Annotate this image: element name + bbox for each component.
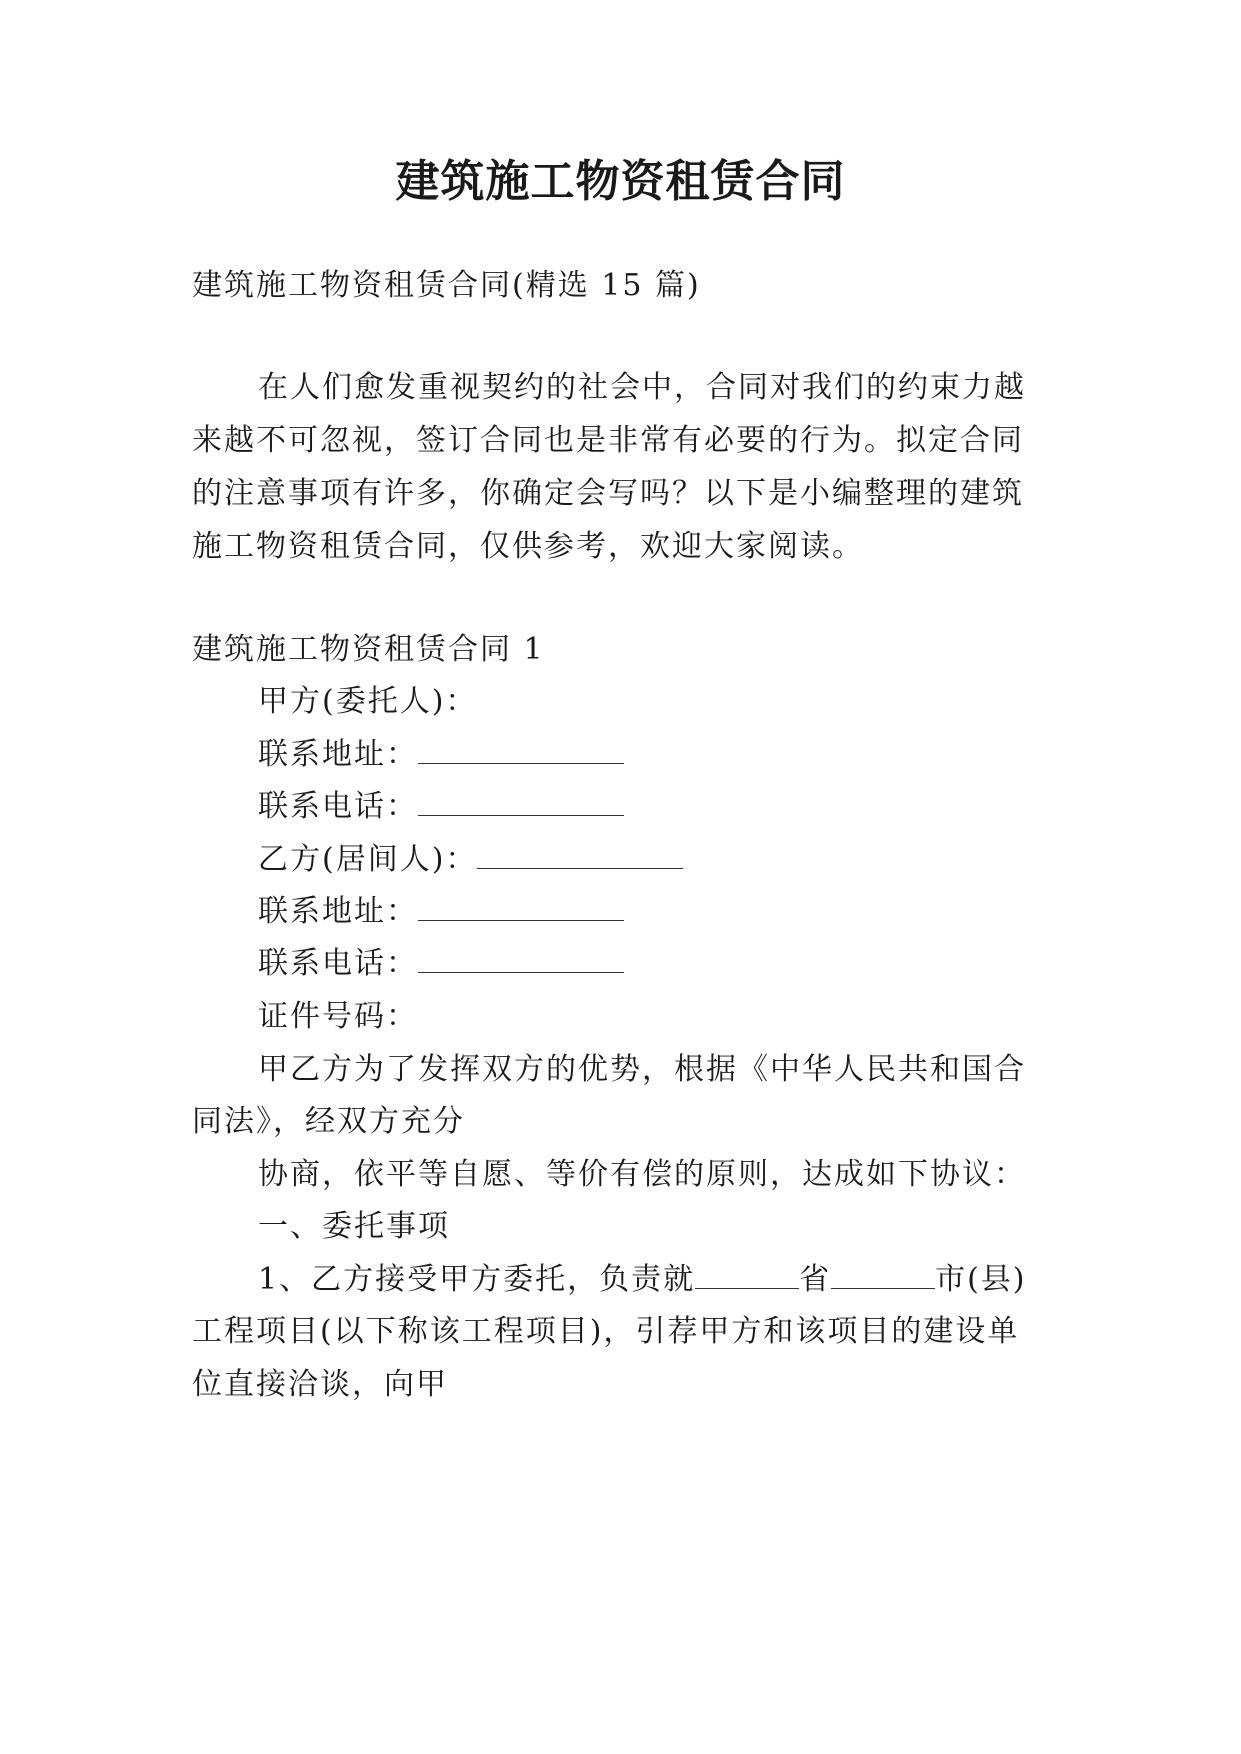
clause-1-prefix: 1、乙方接受甲方委托，负责就 [258,1262,696,1297]
body-line-3: 协商，依平等自愿、等价有偿的原则，达成如下协议： [258,1157,1026,1192]
intro-line-1: 在人们愈发重视契约的社会中，合同对我们的约束力越 [258,370,1026,405]
party-b-address-label: 联系地址： [258,894,418,929]
intro-line-3: 的注意事项有许多，你确定会写吗？以下是小编整理的建筑 [192,476,1024,511]
document-title: 建筑施工物资租赁合同 [395,156,846,207]
party-a-phone-row [258,787,624,827]
party-a-phone-blank [418,787,624,816]
id-number-label: 证件号码： [258,999,418,1034]
party-a-address-label: 联系地址： [258,737,418,772]
party-a-phone-label: 联系电话： [258,789,418,824]
clause-1-city: 市(县) [935,1262,1027,1297]
party-b-blank [477,840,683,869]
clause-1-line-2: 工程项目(以下称该工程项目)，引荐甲方和该项目的建设单 [192,1314,1020,1349]
section-one-heading: 一、委托事项 [258,1209,450,1244]
intro-line-4: 施工物资租赁合同，仅供参考，欢迎大家阅读。 [192,529,864,564]
party-b-label: 乙方(居间人)： [258,842,478,877]
province-blank [695,1260,799,1289]
party-b-phone-blank [418,944,624,973]
party-a-label: 甲方(委托人)： [258,684,478,719]
party-a-address-blank [418,735,624,764]
party-b-row [258,840,683,880]
city-blank [831,1260,935,1289]
clause-1-province: 省 [799,1262,832,1297]
party-a-address-row [258,735,624,775]
party-b-address-blank [418,892,624,921]
body-line-1: 甲乙方为了发挥双方的优势，根据《中华人民共和国合 [258,1052,1026,1087]
party-b-phone-row [258,944,624,984]
clause-1-line-3: 位直接洽谈，向甲 [192,1367,448,1402]
clause-1-line-1 [258,1260,1027,1300]
party-b-phone-label: 联系电话： [258,946,418,981]
body-line-2: 同法》，经双方充分 [192,1104,465,1139]
intro-line-2: 来越不可忽视，签订合同也是非常有必要的行为。拟定合同 [192,423,1024,458]
document-subtitle: 建筑施工物资租赁合同(精选 15 篇) [192,268,701,303]
party-b-address-row [258,892,624,932]
section-heading: 建筑施工物资租赁合同 1 [192,632,545,667]
